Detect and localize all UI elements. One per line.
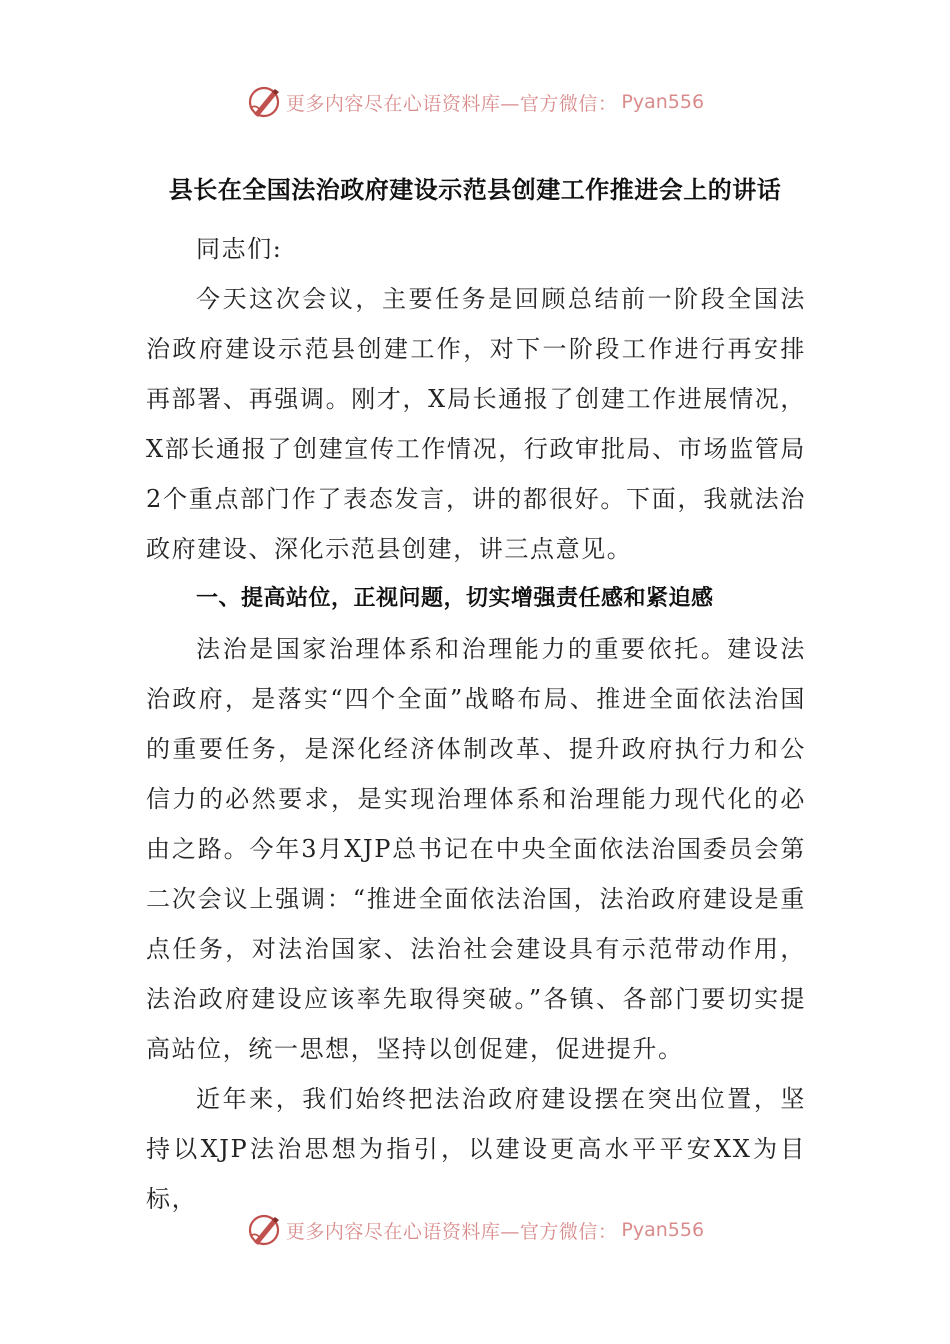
header-watermark <box>0 82 950 122</box>
watermark-id: Pyan556 <box>621 1219 705 1241</box>
watermark-text: 更多内容尽在心语资料库—官方微信： <box>285 92 618 115</box>
document-title: 县长在全国法治政府建设示范县创建工作推进会上的讲话 <box>168 176 782 204</box>
pen-logo-icon <box>246 84 282 120</box>
paragraph-intro: 今天这次会议，主要任务是回顾总结前一阶段全国法治政府建设示范县创建工作，对下一阶段工作进行再安排再部署、再强调。刚才，X局长通报了创建工作进展情况，X部长通报了创建宣传工作情况，行政审批局、市场监管局2个重点部门作了表态发言，讲的都很好。下面，我就法治政府建设、深化示范县创建，讲三点意见。 <box>146 285 806 563</box>
document-body <box>146 220 806 1224</box>
paragraph-section1-2: 近年来，我们始终把法治政府建设摆在突出位置，坚持以XJP法治思想为指引，以建设更高水平平安XX为目标， <box>146 1085 806 1213</box>
pen-logo-icon <box>246 1212 282 1248</box>
paragraph-section1-1: 法治是国家治理体系和治理能力的重要依托。建设法治政府，是落实“四个全面”战略布局、推进全面依法治国的重要任务，是深化经济体制改革、提升政府执行力和公信力的必然要求，是实现治理体系和治理能力现代化的必由之路。今年3月XJP总书记在中央全面依法治国委员会第二次会议上强调：“推进全面依法治国，法治政府建设是重点任务，对法治国家、法治社会建设具有示范带动作用，法治政府建设应该率先取得突破。”各镇、各部门要切实提高站位，统一思想，坚持以创促建，促进提升。 <box>146 635 806 1063</box>
section-heading-1: 一、提高站位，正视问题，切实增强责任感和紧迫感 <box>196 586 714 611</box>
watermark-id: Pyan556 <box>621 91 705 113</box>
salutation: 同志们: <box>196 235 283 263</box>
watermark-text: 更多内容尽在心语资料库—官方微信： <box>285 1220 618 1243</box>
footer-watermark <box>0 1210 950 1250</box>
